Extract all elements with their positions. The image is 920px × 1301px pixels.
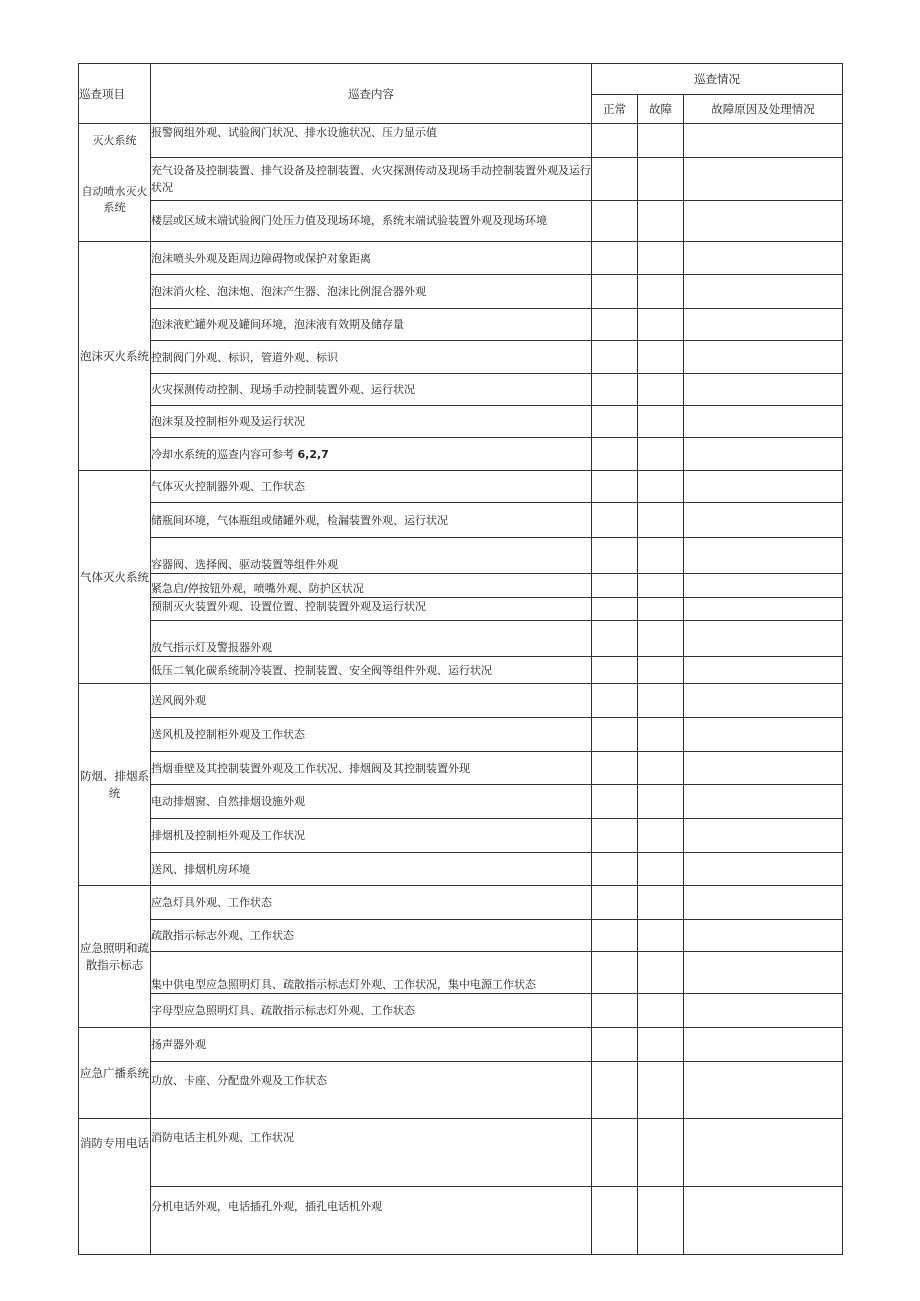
- normal-cell[interactable]: [592, 657, 638, 684]
- normal-cell[interactable]: [592, 438, 638, 471]
- row-content: 泡沫喷头外观及距周边障碍物或保护对象距离: [151, 242, 592, 275]
- reason-cell[interactable]: [684, 406, 843, 438]
- normal-cell[interactable]: [592, 309, 638, 341]
- row-content: 送风、排烟机房环境: [151, 853, 592, 886]
- reason-cell[interactable]: [684, 1119, 843, 1187]
- row-content: 预制灭火装置外观、设置位置、控制装置外观及运行状况: [151, 598, 592, 621]
- normal-cell[interactable]: [592, 124, 638, 158]
- reason-cell[interactable]: [684, 574, 843, 598]
- reason-cell[interactable]: [684, 1187, 843, 1255]
- header-content: 巡查内容: [151, 64, 592, 124]
- reason-cell[interactable]: [684, 752, 843, 785]
- fault-cell[interactable]: [638, 538, 684, 574]
- normal-cell[interactable]: [592, 819, 638, 853]
- row-content-cooling: [151, 438, 592, 471]
- category-foam: 泡沫灭火系统: [79, 242, 151, 471]
- row-content: 充气设备及控制装置、排气设备及控制装置、火灾探测传动及现场手动控制装置外观及运行状况: [151, 158, 592, 200]
- row-content: 控制阀门外观、标识，管道外观、标识: [151, 341, 592, 374]
- fault-cell[interactable]: [638, 158, 684, 200]
- reason-cell[interactable]: [684, 374, 843, 406]
- normal-cell[interactable]: [592, 1062, 638, 1119]
- reason-cell[interactable]: [684, 242, 843, 275]
- normal-cell[interactable]: [592, 1119, 638, 1187]
- fault-cell[interactable]: [638, 920, 684, 952]
- fault-cell[interactable]: [638, 853, 684, 886]
- normal-cell[interactable]: [592, 752, 638, 785]
- reason-cell[interactable]: [684, 994, 843, 1028]
- category-smoke: 防烟、排烟系统: [79, 684, 151, 886]
- reason-cell[interactable]: [684, 657, 843, 684]
- fault-cell[interactable]: [638, 200, 684, 241]
- normal-cell[interactable]: [592, 275, 638, 309]
- row-content: 字母型应急照明灯具、疏散指示标志灯外观、工作状态: [151, 994, 592, 1028]
- cooling-text: 冷却水系统的巡查内容可参考: [151, 447, 294, 461]
- category-sprinkler-top: 灭火系统: [92, 134, 137, 147]
- fault-cell[interactable]: [638, 752, 684, 785]
- fault-cell[interactable]: [638, 886, 684, 920]
- row-content: 集中供电型应急照明灯具、疏散指示标志灯外观、工作状况，集中电源工作状态: [151, 952, 592, 994]
- row-content: 火灾探测传动控制、现场手动控制装置外观、运行状况: [151, 374, 592, 406]
- row-content: 应急灯具外观、工作状态: [151, 886, 592, 920]
- row-content: 疏散指示标志外观、工作状态: [151, 920, 592, 952]
- normal-cell[interactable]: [592, 406, 638, 438]
- reason-cell[interactable]: [684, 886, 843, 920]
- fault-cell[interactable]: [638, 994, 684, 1028]
- fault-cell[interactable]: [638, 242, 684, 275]
- row-content: 容器阀、选择阀、驱动装置等组件外观: [151, 538, 592, 574]
- row-content: 消防电话主机外观、工作状况: [151, 1119, 592, 1187]
- normal-cell[interactable]: [592, 684, 638, 718]
- category-phone: [79, 1119, 151, 1255]
- row-content: 楼层或区域末端试验阀门处压力值及现场环境，系统末端试验装置外观及现场环境: [151, 200, 592, 241]
- row-content: 泡沫泵及控制柜外观及运行状况: [151, 406, 592, 438]
- reason-cell[interactable]: [684, 785, 843, 819]
- reason-cell[interactable]: [684, 718, 843, 752]
- fault-cell[interactable]: [638, 598, 684, 621]
- normal-cell[interactable]: [592, 374, 638, 406]
- reason-cell[interactable]: [684, 853, 843, 886]
- reason-cell[interactable]: [684, 1028, 843, 1062]
- fault-cell[interactable]: [638, 1187, 684, 1255]
- fault-cell[interactable]: [638, 309, 684, 341]
- category-sprinkler: [79, 124, 151, 242]
- row-content: 送风机及控制柜外观及工作状态: [151, 718, 592, 752]
- row-content: 排烟机及控制柜外观及工作状况: [151, 819, 592, 853]
- reason-cell[interactable]: [684, 200, 843, 241]
- header-fault: 故障: [638, 95, 684, 124]
- reason-cell[interactable]: [684, 471, 843, 503]
- fault-cell[interactable]: [638, 406, 684, 438]
- header-item: 巡查项目: [79, 64, 151, 124]
- normal-cell[interactable]: [592, 574, 638, 598]
- row-content: 送风阀外观: [151, 684, 592, 718]
- fault-cell[interactable]: [638, 1028, 684, 1062]
- reason-cell[interactable]: [684, 1062, 843, 1119]
- row-content: 报警阀组外观、试验阀门状况、排水设施状况、压力显示值: [151, 124, 592, 158]
- fault-cell[interactable]: [638, 438, 684, 471]
- normal-cell[interactable]: [592, 1028, 638, 1062]
- normal-cell[interactable]: [592, 920, 638, 952]
- normal-cell[interactable]: [592, 718, 638, 752]
- fault-cell[interactable]: [638, 574, 684, 598]
- fault-cell[interactable]: [638, 1062, 684, 1119]
- reason-cell[interactable]: [684, 538, 843, 574]
- category-gas: 气体灭火系统: [79, 471, 151, 684]
- normal-cell[interactable]: [592, 242, 638, 275]
- row-content: 低压二氧化碳系统制冷装置、控制装置、安全阀等组件外观、运行状况: [151, 657, 592, 684]
- reason-cell[interactable]: [684, 158, 843, 200]
- normal-cell[interactable]: [592, 785, 638, 819]
- cooling-ref: 6,2,7: [297, 447, 329, 461]
- fault-cell[interactable]: [638, 471, 684, 503]
- reason-cell[interactable]: [684, 621, 843, 657]
- row-content: 泡沫液贮罐外观及罐间环境，泡沫液有效期及储存量: [151, 309, 592, 341]
- row-content: 功放、卡座、分配盘外观及工作状态: [151, 1062, 592, 1119]
- header-reason: 故障原因及处理情况: [684, 95, 843, 124]
- row-content: 扬声器外观: [151, 1028, 592, 1062]
- header-status: 巡查情况: [592, 64, 843, 95]
- reason-cell[interactable]: [684, 503, 843, 538]
- fault-cell[interactable]: [638, 124, 684, 158]
- fault-cell[interactable]: [638, 785, 684, 819]
- normal-cell[interactable]: [592, 994, 638, 1028]
- reason-cell[interactable]: [684, 819, 843, 853]
- fault-cell[interactable]: [638, 952, 684, 994]
- fault-cell[interactable]: [638, 621, 684, 657]
- reason-cell[interactable]: [684, 275, 843, 309]
- fault-cell[interactable]: [638, 275, 684, 309]
- reason-cell[interactable]: [684, 341, 843, 374]
- row-content: 放气指示灯及警报器外观: [151, 621, 592, 657]
- fault-cell[interactable]: [638, 341, 684, 374]
- reason-cell[interactable]: [684, 309, 843, 341]
- normal-cell[interactable]: [592, 538, 638, 574]
- fault-cell[interactable]: [638, 657, 684, 684]
- fault-cell[interactable]: [638, 819, 684, 853]
- normal-cell[interactable]: [592, 598, 638, 621]
- fault-cell[interactable]: [638, 503, 684, 538]
- reason-cell[interactable]: [684, 124, 843, 158]
- category-emergency-light: 应急照明和疏散指示标志: [79, 886, 151, 1028]
- row-content: 紧急启/停按钮外观，喷嘴外观、防护区状况: [151, 574, 592, 598]
- inspection-table: [78, 63, 843, 1255]
- fault-cell[interactable]: [638, 684, 684, 718]
- header-normal: 正常: [592, 95, 638, 124]
- normal-cell[interactable]: [592, 621, 638, 657]
- normal-cell[interactable]: [592, 886, 638, 920]
- fault-cell[interactable]: [638, 374, 684, 406]
- normal-cell[interactable]: [592, 952, 638, 994]
- reason-cell[interactable]: [684, 598, 843, 621]
- normal-cell[interactable]: [592, 471, 638, 503]
- reason-cell[interactable]: [684, 952, 843, 994]
- normal-cell[interactable]: [592, 503, 638, 538]
- normal-cell[interactable]: [592, 341, 638, 374]
- fault-cell[interactable]: [638, 1119, 684, 1187]
- row-content: 分机电话外观，电话插孔外观，插孔电话机外观: [151, 1187, 592, 1255]
- reason-cell[interactable]: [684, 920, 843, 952]
- category-sprinkler-bottom: 自动喷水灭火系统: [81, 184, 148, 214]
- normal-cell[interactable]: [592, 853, 638, 886]
- reason-cell[interactable]: [684, 438, 843, 471]
- row-content: 泡沫消火栓、泡沫炮、泡沫产生器、泡沫比例混合器外观: [151, 275, 592, 309]
- row-content: 气体灭火控制器外观、工作状态: [151, 471, 592, 503]
- row-content: 电动排烟窗、自然排烟设施外观: [151, 785, 592, 819]
- fault-cell[interactable]: [638, 718, 684, 752]
- row-content: 挡烟垂壁及其控制装置外观及工作状况、排烟阀及其控制装置外现: [151, 752, 592, 785]
- normal-cell[interactable]: [592, 200, 638, 241]
- category-broadcast: 应急广播系统: [79, 1028, 151, 1119]
- reason-cell[interactable]: [684, 684, 843, 718]
- normal-cell[interactable]: [592, 1187, 638, 1255]
- normal-cell[interactable]: [592, 158, 638, 200]
- category-phone-label: 消防专用电话: [80, 1136, 149, 1150]
- row-content: 储瓶间环境，气体瓶组或储罐外观，检漏装置外观、运行状况: [151, 503, 592, 538]
